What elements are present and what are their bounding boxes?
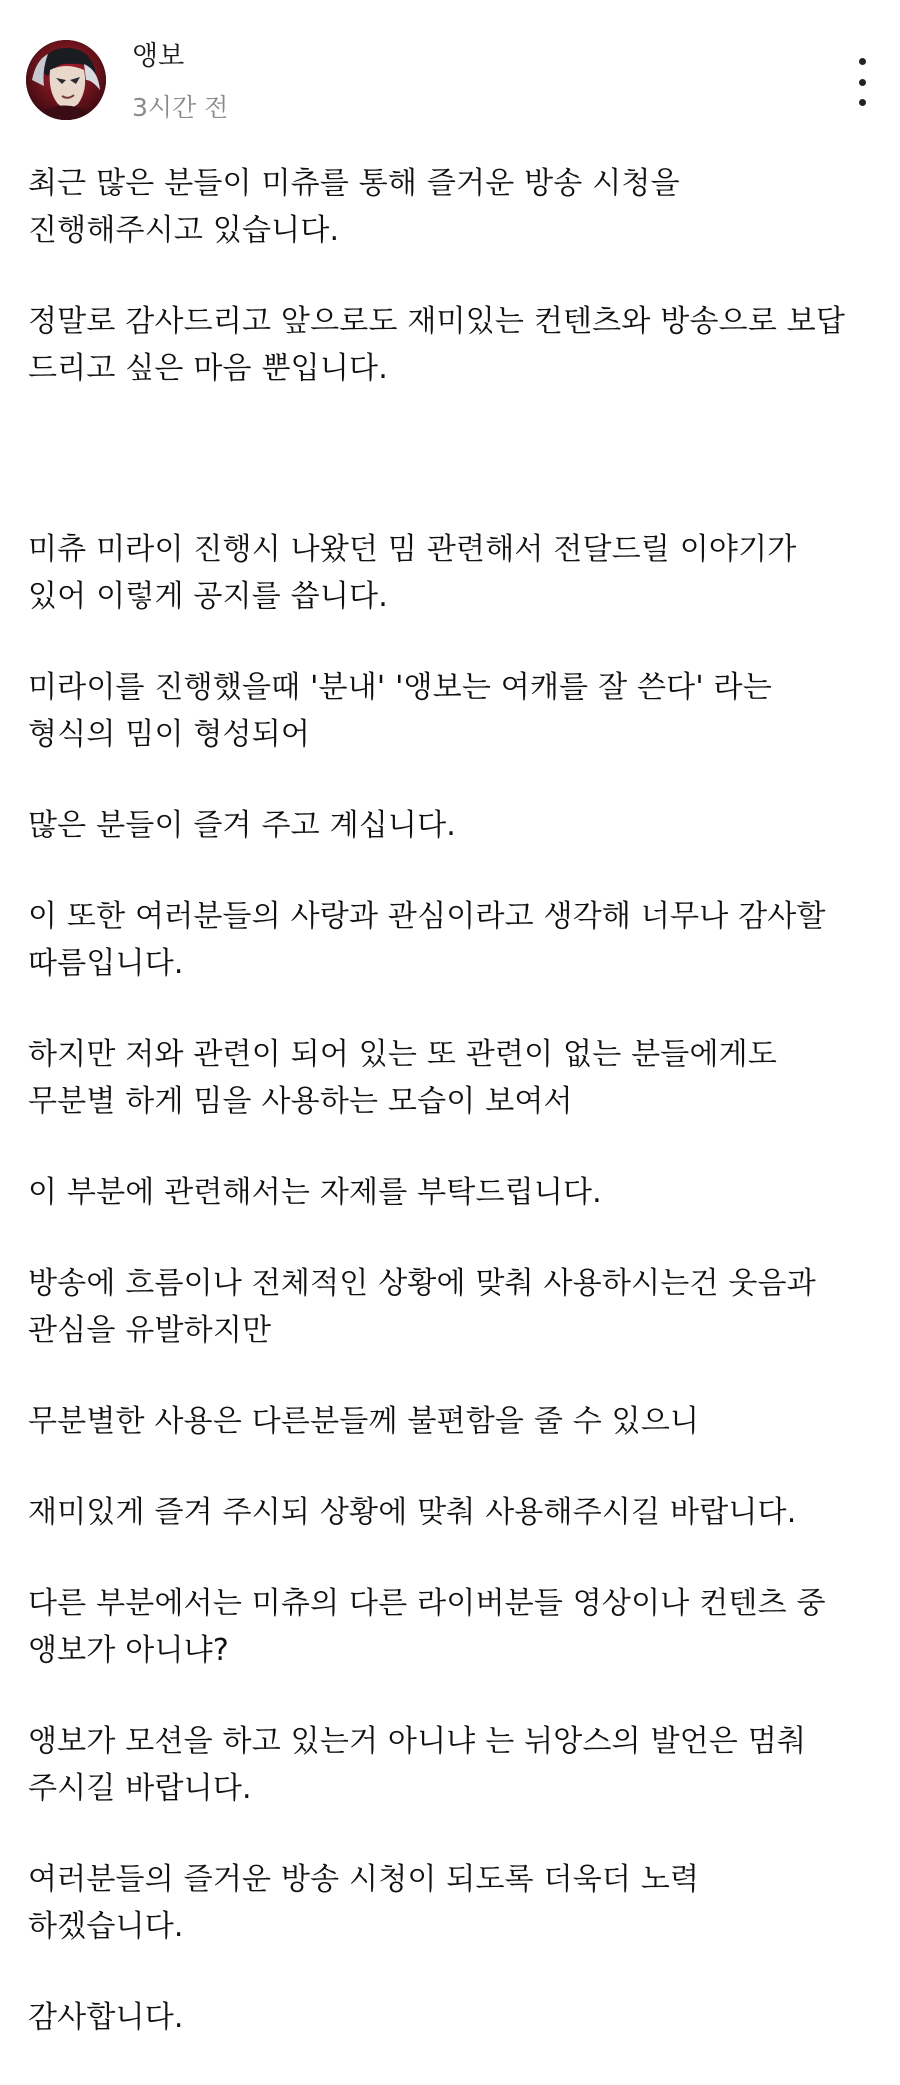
post-line: 이 또한 여러분들의 사랑과 관심이라고 생각해 너무나 감사할 bbox=[28, 899, 826, 934]
post-line: 이 부분에 관련해서는 자제를 부탁드립니다. bbox=[28, 1175, 602, 1210]
post-line: 형식의 밈이 형성되어 bbox=[28, 717, 311, 752]
more-vertical-icon[interactable] bbox=[848, 58, 876, 106]
more-dot bbox=[859, 79, 866, 86]
post-timestamp: 3시간 전 bbox=[132, 93, 229, 122]
post-line: 하지만 저와 관련이 되어 있는 또 관련이 없는 분들에게도 bbox=[28, 1037, 778, 1072]
post-line: 감사합니다. bbox=[28, 2000, 184, 2035]
paragraph-spacer bbox=[28, 436, 874, 526]
post-line: 앵보가 모션을 하고 있는거 아니냐 는 뉘앙스의 발언은 멈춰 bbox=[28, 1724, 807, 1759]
post-line: 다른 부분에서는 미츄의 다른 라이버분들 영상이나 컨텐츠 중 bbox=[28, 1586, 826, 1621]
author-name[interactable]: 앵보 bbox=[132, 41, 185, 72]
post-paragraph bbox=[28, 1398, 874, 1445]
post-paragraph bbox=[28, 664, 874, 758]
avatar-illustration bbox=[26, 40, 106, 120]
post-line: 미츄 미라이 진행시 나왔던 밈 관련해서 전달드릴 이야기가 bbox=[28, 532, 797, 567]
post-line: 여러분들의 즐거운 방송 시청이 되도록 더욱더 노력 bbox=[28, 1862, 700, 1897]
post-paragraph bbox=[28, 1169, 874, 1216]
post-line: 관심을 유발하지만 bbox=[28, 1313, 272, 1348]
post-body bbox=[28, 160, 874, 2085]
post-line: 앵보가 아니냐? bbox=[28, 1633, 229, 1668]
post-paragraph bbox=[28, 802, 874, 849]
post-paragraph bbox=[28, 1489, 874, 1536]
post-line: 재미있게 즐겨 주시되 상황에 맞춰 사용해주시길 바랍니다. bbox=[28, 1495, 797, 1530]
post-line: 진행해주시고 있습니다. bbox=[28, 213, 340, 248]
user-avatar-icon[interactable] bbox=[26, 40, 106, 120]
post-line: 하겠습니다. bbox=[28, 1909, 184, 1944]
post-paragraph bbox=[28, 160, 874, 254]
post-line: 있어 이렇게 공지를 씁니다. bbox=[28, 579, 388, 614]
post-paragraph bbox=[28, 298, 874, 392]
post-line: 드리고 싶은 마음 뿐입니다. bbox=[28, 351, 388, 386]
post-paragraph bbox=[28, 1856, 874, 1950]
post-paragraph bbox=[28, 1718, 874, 1812]
post-line: 많은 분들이 즐겨 주고 계십니다. bbox=[28, 808, 457, 843]
post-line: 무분별한 사용은 다른분들께 불편함을 줄 수 있으니 bbox=[28, 1404, 700, 1439]
post-paragraph bbox=[28, 1260, 874, 1354]
post-line: 미라이를 진행했을때 '분내' '앵보는 여캐를 잘 쓴다' 라는 bbox=[28, 670, 772, 705]
post-line: 무분별 하게 밈을 사용하는 모습이 보여서 bbox=[28, 1084, 573, 1119]
post-line: 방송에 흐름이나 전체적인 상황에 맞춰 사용하시는건 웃음과 bbox=[28, 1266, 816, 1301]
post-line: 최근 많은 분들이 미츄를 통해 즐거운 방송 시청을 bbox=[28, 166, 680, 201]
post-paragraph bbox=[28, 1994, 874, 2041]
post-paragraph bbox=[28, 1580, 874, 1674]
post-line: 정말로 감사드리고 앞으로도 재미있는 컨텐츠와 방송으로 보답 bbox=[28, 304, 846, 339]
more-dot bbox=[859, 99, 866, 106]
more-dot bbox=[859, 58, 866, 65]
post-line: 주시길 바랍니다. bbox=[28, 1771, 252, 1806]
post-paragraph bbox=[28, 526, 874, 620]
post-line: 따름입니다. bbox=[28, 946, 184, 981]
post-header bbox=[0, 0, 900, 150]
post-paragraph bbox=[28, 1031, 874, 1125]
post-paragraph bbox=[28, 893, 874, 987]
